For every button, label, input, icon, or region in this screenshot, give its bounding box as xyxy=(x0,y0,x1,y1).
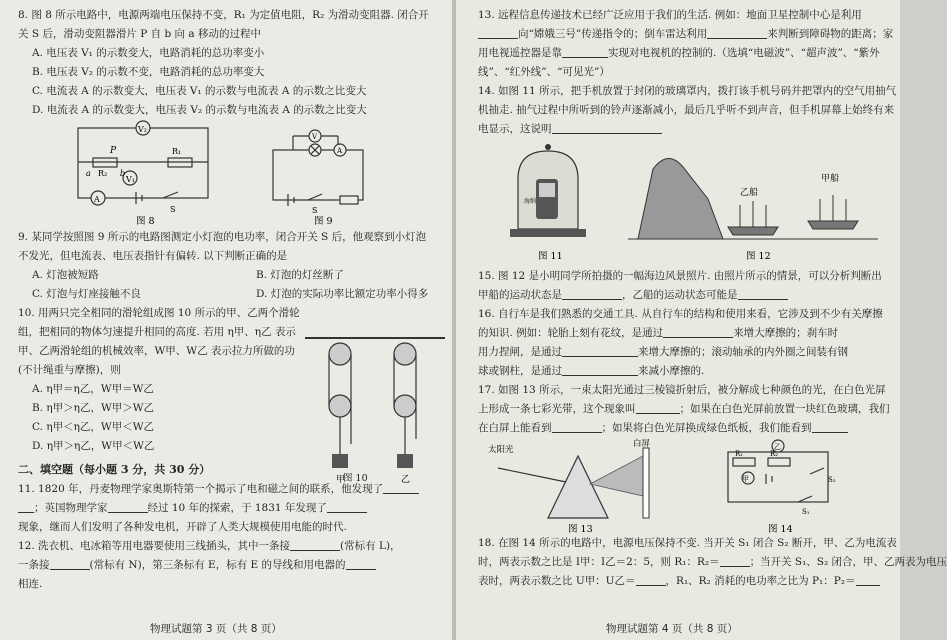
q16-line1: 16. 自行车是我们熟悉的交通工具. 从自行车的结构和使用来看，它涉及到不少有关摩擦 xyxy=(478,308,883,320)
page-4-footer: 物理试题第 4 页（共 8 页） xyxy=(606,623,738,635)
fig8-r2-label: R₂ xyxy=(98,169,108,178)
circuit-figures xyxy=(18,120,438,228)
q9-line1: 9. 某同学按照图 9 所示的电路图测定小灯泡的电功率，闭合开关 S 后，他观察到小灯泡 xyxy=(18,231,427,243)
fig10-jia-label: 甲 xyxy=(336,475,346,485)
q18-line2: 时，两表示数之比是 I甲：I乙＝2：5，则 R₁：R₂＝ ；当开关 S₁、S₂ 闭合，甲、乙两表为电压 xyxy=(478,553,888,572)
fig14-s1-label: S₁ xyxy=(802,508,810,516)
optics-circuit-figures xyxy=(478,438,888,534)
q16-line4: 球或钢柱，是通过 来减小摩擦的. xyxy=(478,362,888,381)
figure-9-circuit xyxy=(273,130,363,206)
fig14-jia-label: 甲 xyxy=(742,475,749,483)
q13-line2: 向“嫦娥三号”传递指令的；倒车雷达利用 来判断到障碍物的距离；家 xyxy=(478,25,888,44)
q10-option-d: D. η甲＞η乙，W甲＜W乙 xyxy=(32,440,155,452)
fig8-s-label: S xyxy=(170,205,176,214)
fig14-s2-label: S₂ xyxy=(828,476,836,484)
q16-line3: 用力捏闸，是通过 来增大摩擦的；滚动轴承的内外圈之间装有钢 xyxy=(478,343,888,362)
fig8-b-terminal: b xyxy=(120,169,126,178)
q12-line3: 相连. xyxy=(18,578,43,590)
fig8-v1-label: V₁ xyxy=(126,175,135,184)
q18-line3: 表时，两表示数之比 U甲：U乙＝ ，R₁、R₂ 消耗的电功率之比为 P₁：P₂＝ xyxy=(478,572,888,591)
figures-8-9 xyxy=(18,120,444,228)
q9-line2: 不发光，但电流表、电压表指针有偏转. 以下判断正确的是 xyxy=(18,250,288,262)
q9-options-row1 xyxy=(18,266,444,285)
q8-line1: 8. 图 8 所示电路中，电源两端电压保持不变，R₁ 为定值电阻，R₂ 为滑动变阻器. 闭合开 xyxy=(18,9,429,21)
q15-line1: 15. 图 12 是小明同学所拍摄的一幅海边风景照片. 由照片所示的情景，可以分析判断出 xyxy=(478,270,882,282)
q11-line3: 现象，继而人们发明了各种发电机，开辟了人类大规模使用电能的时代. xyxy=(18,521,347,533)
figures-11-12 xyxy=(478,139,888,267)
photo-figures xyxy=(478,139,888,267)
figure-10-pulleys xyxy=(300,334,450,486)
q11-line1: 11. 1820 年，丹麦物理学家奥斯特第一个揭示了电和磁之间的联系，他发现了 xyxy=(18,480,444,499)
figure-12-seascape xyxy=(628,158,878,239)
q9-option-b: B. 灯泡的灯丝断了 xyxy=(256,269,344,281)
fig14-r2-label: R₂ xyxy=(770,450,779,458)
figure-11-bell-jar xyxy=(510,144,586,237)
fig8-v2-label: V₂ xyxy=(138,125,147,134)
q13-line4: 线”、“红外线”、“可见光”） xyxy=(478,66,610,78)
fig14-caption: 图 14 xyxy=(768,524,793,535)
q10-option-c: C. η甲＜η乙，W甲＜W乙 xyxy=(32,421,155,433)
fig9-a-label: A xyxy=(337,147,343,155)
q12-line1: 12. 洗衣机、电冰箱等用电器要使用三线插头，其中一条接 (常标有 L)， xyxy=(18,537,444,556)
fig11-phone-text: 海纳 xyxy=(524,198,537,205)
fig8-p-label: P xyxy=(110,146,117,156)
q8-option-b: B. 电压表 V₂ 的示数不变，电路消耗的总功率变大 xyxy=(32,66,265,78)
fig10-caption: 图 10 xyxy=(343,473,368,484)
q10-option-b: B. η甲＞η乙，W甲＞W乙 xyxy=(32,402,155,414)
q9-option-a: A. 灯泡被短路 xyxy=(32,269,99,281)
q14-line3: 电显示，这说明 xyxy=(478,120,888,139)
fig12-ship-yi: 乙船 xyxy=(740,188,759,198)
q18-line1: 18. 在图 14 所示的电路中，电源电压保持不变. 当开关 S₁ 闭合 S₂ 断开，甲、乙为电流表 xyxy=(478,537,897,549)
fig8-r1-label: R₁ xyxy=(172,147,182,156)
q17-line2: 上形成一条七彩光带，这个现象叫 ；如果在白色光屏前放置一块红色玻璃，我们 xyxy=(478,400,888,419)
q16-line2: 的知识. 例如：轮胎上刻有花纹，是通过 来增大摩擦的；刹车时 xyxy=(478,324,888,343)
fig12-caption: 图 12 xyxy=(746,251,771,262)
q8-option-a: A. 电压表 V₁ 的示数变大，电路消耗的总功率变小 xyxy=(32,47,265,59)
fig14-r1-label: R₁ xyxy=(735,450,744,458)
page-4 xyxy=(456,0,947,640)
q13-line3: 用电视遥控器是靠 实现对电视机的控制的.（选填“电磁波”、“超声波”、“紫外 xyxy=(478,44,888,63)
fig9-s-label: S xyxy=(312,206,318,215)
figures-13-14 xyxy=(478,438,888,534)
q10-option-a: A. η甲＝η乙，W甲＝W乙 xyxy=(32,383,154,395)
q15-line2: 甲船的运动状态是 ，乙船的运动状态可能是 xyxy=(478,286,888,305)
fig14-yi-label: 乙 xyxy=(774,443,781,451)
fig10-yi-label: 乙 xyxy=(401,475,411,485)
fig8-a-terminal: a xyxy=(86,169,91,178)
fig9-v-label: V xyxy=(312,133,318,141)
q11-line2: ；英国物理学家 经过 10 年的探索，于 1831 年发现了 xyxy=(18,499,444,518)
q8-option-c: C. 电流表 A 的示数变大，电压表 V₁ 的示数与电流表 A 的示数之比变大 xyxy=(32,85,367,97)
figure-13-prism xyxy=(498,448,649,518)
fig12-ship-jia: 甲船 xyxy=(821,174,840,184)
q9-option-d: D. 灯泡的实际功率比额定功率小得多 xyxy=(256,288,429,300)
q14-line2: 机抽走. 抽气过程中所听到的铃声逐渐减小，最后几乎听不到声音，但手机屏幕上始终有来 xyxy=(478,104,895,116)
fig13-screen-label: 白屏 xyxy=(633,439,651,449)
q17-line1: 17. 如图 13 所示，一束太阳光通过三棱镜折射后，被分解成七种颜色的光，在白色光屏 xyxy=(478,384,886,396)
q10-text: 10. 用两只完全相同的滑轮组成图 10 所示的甲、乙两个滑轮组，把相同的物体匀速提升相同的高度. 若用 η甲、η乙 表示甲、乙两滑轮组的机械效率，W甲、W乙 表示拉力所做的功(不计绳重与摩擦)，则 xyxy=(18,307,300,376)
q14-line1: 14. 如图 11 所示，把手机放置于封闭的玻璃罩内，拨打该手机号码并把罩内的空气用抽气 xyxy=(478,85,897,97)
q9-options-row2 xyxy=(18,285,444,304)
page-3 xyxy=(0,0,452,640)
fig8-a-label: A xyxy=(94,195,100,204)
fig9-caption: 图 9 xyxy=(314,216,333,227)
q13-line1: 13. 远程信息传递技术已经广泛应用于我们的生活. 例如：地面卫星控制中心是利用 xyxy=(478,9,862,21)
q8-option-d: D. 电流表 A 的示数变大，电压表 V₂ 的示数与电流表 A 的示数之比变大 xyxy=(32,104,367,116)
q9-option-c: C. 灯泡与灯座接触不良 xyxy=(32,288,141,300)
q8-line2: 关 S 后，滑动变阻器滑片 P 自 b 向 a 移动的过程中 xyxy=(18,28,261,40)
fig13-sun-label: 太阳光 xyxy=(488,445,514,455)
q17-line3: 在白屏上能看到 ；如果将白色光屏换成绿色纸板，我们能看到 xyxy=(478,419,888,438)
fig13-caption: 图 13 xyxy=(568,524,593,535)
section-fill-in-title: 二、填空题（每小题 3 分，共 30 分） xyxy=(18,463,211,476)
q12-line2: 一条接 (常标有 N)，第三条标有 E，标有 E 的导线和用电器的 xyxy=(18,556,444,575)
page-3-footer: 物理试题第 3 页（共 8 页） xyxy=(150,623,282,635)
fig11-caption: 图 11 xyxy=(538,251,563,262)
fig8-caption: 图 8 xyxy=(136,216,155,227)
